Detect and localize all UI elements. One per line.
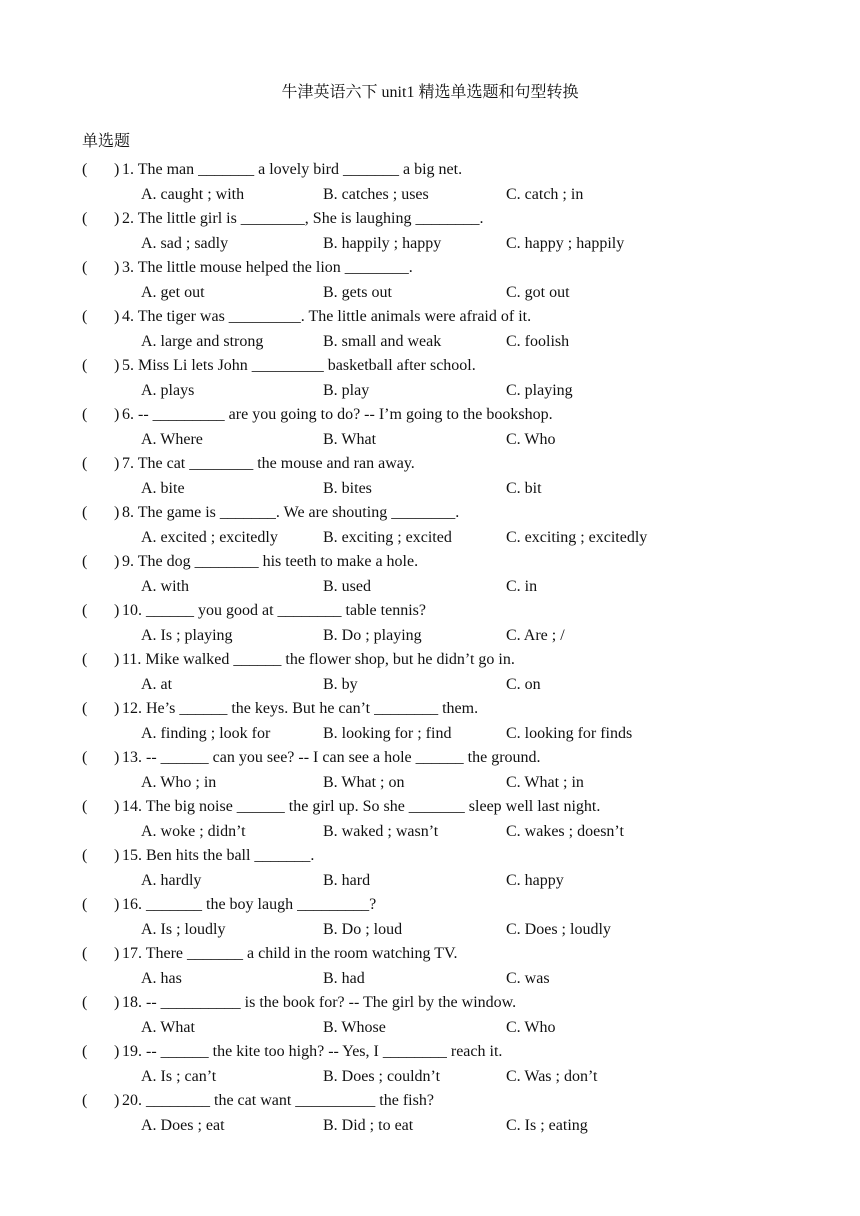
answer-paren-open: ( <box>82 651 88 668</box>
options-row <box>82 379 822 404</box>
question-stem: 14. The big noise ______ the girl up. So she _______ sleep well last night. <box>122 798 601 815</box>
option-c: C. was <box>506 969 550 987</box>
option-b: B. What <box>323 430 377 448</box>
option-b: B. catches ; uses <box>323 185 429 203</box>
question-stem: 13. -- ______ can you see? -- I can see a hole ______ the ground. <box>122 749 541 766</box>
option-a: A. get out <box>141 283 205 301</box>
answer-paren-open: ( <box>82 994 88 1011</box>
answer-paren-open: ( <box>82 896 88 913</box>
option-a: A. What <box>141 1018 195 1036</box>
answer-paren-open: ( <box>82 259 88 276</box>
option-b: B. play <box>323 381 370 399</box>
answer-paren-close: ) <box>114 1092 120 1109</box>
option-c: C. Is ; eating <box>506 1116 588 1134</box>
answer-paren-close: ) <box>114 259 120 276</box>
option-a: A. plays <box>141 381 195 399</box>
answer-paren-open: ( <box>82 308 88 325</box>
answer-paren-open: ( <box>82 847 88 864</box>
option-c: C. got out <box>506 283 570 301</box>
section-heading: 单选题 <box>82 133 131 150</box>
option-b: B. had <box>323 969 365 987</box>
answer-paren-close: ) <box>114 455 120 472</box>
option-c: C. exciting ; excitedly <box>506 528 648 546</box>
options-row <box>82 183 822 208</box>
question-stem: 8. The game is _______. We are shouting ________. <box>122 504 460 521</box>
answer-paren-open: ( <box>82 455 88 472</box>
option-c: C. happy ; happily <box>506 234 625 252</box>
answer-paren-open: ( <box>82 749 88 766</box>
answer-paren-open: ( <box>82 1092 88 1109</box>
options-row <box>82 477 822 502</box>
answer-paren-close: ) <box>114 847 120 864</box>
question-stem: 4. The tiger was _________. The little animals were afraid of it. <box>122 308 532 325</box>
option-b: B. Do ; loud <box>323 920 403 938</box>
option-a: A. sad ; sadly <box>141 234 229 252</box>
option-c: C. wakes ; doesn’t <box>506 822 624 840</box>
question-item <box>82 403 822 452</box>
option-b: B. Did ; to eat <box>323 1116 414 1134</box>
answer-paren-open: ( <box>82 602 88 619</box>
question-line <box>82 158 822 183</box>
question-item <box>82 1040 822 1089</box>
options-row <box>82 624 822 649</box>
option-a: A. has <box>141 969 182 987</box>
question-line <box>82 942 822 967</box>
answer-paren-open: ( <box>82 406 88 423</box>
answer-paren-open: ( <box>82 700 88 717</box>
answer-paren-close: ) <box>114 553 120 570</box>
options-row <box>82 918 822 943</box>
question-stem: 3. The little mouse helped the lion ________. <box>122 259 413 276</box>
option-b: B. small and weak <box>323 332 442 350</box>
options-row <box>82 673 822 698</box>
answer-paren-close: ) <box>114 945 120 962</box>
question-item <box>82 795 822 844</box>
option-a: A. finding ; look for <box>141 724 271 742</box>
option-a: A. Does ; eat <box>141 1116 225 1134</box>
question-item <box>82 207 822 256</box>
question-stem: 6. -- _________ are you going to do? -- I’m going to the bookshop. <box>122 406 553 423</box>
option-b: B. happily ; happy <box>323 234 442 252</box>
question-line <box>82 648 822 673</box>
option-b: B. hard <box>323 871 371 889</box>
answer-paren-open: ( <box>82 504 88 521</box>
option-b: B. used <box>323 577 371 595</box>
question-stem: 10. ______ you good at ________ table tennis? <box>122 602 426 619</box>
question-item <box>82 746 822 795</box>
answer-paren-close: ) <box>114 161 120 178</box>
question-item <box>82 844 822 893</box>
answer-paren-close: ) <box>114 749 120 766</box>
option-b: B. looking for ; find <box>323 724 452 742</box>
question-stem: 19. -- ______ the kite too high? -- Yes, I ________ reach it. <box>122 1043 503 1060</box>
options-row <box>82 526 822 551</box>
answer-paren-open: ( <box>82 1043 88 1060</box>
options-row <box>82 820 822 845</box>
question-item <box>82 942 822 991</box>
question-line <box>82 501 822 526</box>
question-stem: 1. The man _______ a lovely bird _______ a big net. <box>122 161 463 178</box>
answer-paren-close: ) <box>114 210 120 227</box>
options-row <box>82 1114 822 1139</box>
option-a: A. Is ; can’t <box>141 1067 217 1085</box>
question-item <box>82 893 822 942</box>
option-a: A. bite <box>141 479 185 497</box>
answer-paren-close: ) <box>114 798 120 815</box>
option-a: A. caught ; with <box>141 185 245 203</box>
option-c: C. Are ; / <box>506 626 565 644</box>
answer-paren-open: ( <box>82 357 88 374</box>
question-stem: 11. Mike walked ______ the flower shop, but he didn’t go in. <box>122 651 515 668</box>
option-a: A. Is ; playing <box>141 626 233 644</box>
question-item <box>82 305 822 354</box>
question-item <box>82 550 822 599</box>
question-item <box>82 158 822 207</box>
option-a: A. woke ; didn’t <box>141 822 246 840</box>
options-row <box>82 575 822 600</box>
question-line <box>82 697 822 722</box>
answer-paren-open: ( <box>82 553 88 570</box>
answer-paren-close: ) <box>114 651 120 668</box>
answer-paren-close: ) <box>114 504 120 521</box>
option-c: C. bit <box>506 479 542 497</box>
option-b: B. Do ; playing <box>323 626 422 644</box>
options-row <box>82 281 822 306</box>
answer-paren-close: ) <box>114 308 120 325</box>
question-line <box>82 1089 822 1114</box>
option-a: A. with <box>141 577 189 595</box>
question-item <box>82 599 822 648</box>
question-stem: 17. There _______ a child in the room watching TV. <box>122 945 458 962</box>
option-a: A. excited ; excitedly <box>141 528 278 546</box>
options-row <box>82 330 822 355</box>
answer-paren-close: ) <box>114 357 120 374</box>
option-c: C. Does ; loudly <box>506 920 611 938</box>
option-c: C. on <box>506 675 541 693</box>
answer-paren-open: ( <box>82 945 88 962</box>
options-row <box>82 967 822 992</box>
option-c: C. catch ; in <box>506 185 584 203</box>
answer-paren-open: ( <box>82 210 88 227</box>
question-line <box>82 1040 822 1065</box>
question-line <box>82 844 822 869</box>
options-row <box>82 428 822 453</box>
option-c: C. What ; in <box>506 773 584 791</box>
question-item <box>82 501 822 550</box>
option-b: B. exciting ; excited <box>323 528 452 546</box>
option-c: C. playing <box>506 381 573 399</box>
question-item <box>82 256 822 305</box>
question-line <box>82 991 822 1016</box>
question-stem: 5. Miss Li lets John _________ basketball after school. <box>122 357 476 374</box>
answer-paren-close: ) <box>114 406 120 423</box>
page-title: 牛津英语六下 unit1 精选单选题和句型转换 <box>281 84 579 101</box>
question-line <box>82 403 822 428</box>
option-c: C. Who <box>506 1018 556 1036</box>
option-c: C. foolish <box>506 332 570 350</box>
question-stem: 9. The dog ________ his teeth to make a hole. <box>122 553 419 570</box>
question-line <box>82 354 822 379</box>
question-item <box>82 452 822 501</box>
question-item <box>82 1089 822 1138</box>
option-a: A. Is ; loudly <box>141 920 226 938</box>
option-c: C. Who <box>506 430 556 448</box>
answer-paren-close: ) <box>114 602 120 619</box>
option-c: C. Was ; don’t <box>506 1067 598 1085</box>
question-stem: 16. _______ the boy laugh _________? <box>122 896 377 913</box>
answer-paren-close: ) <box>114 700 120 717</box>
question-line <box>82 550 822 575</box>
option-b: B. bites <box>323 479 372 497</box>
question-line <box>82 795 822 820</box>
options-row <box>82 771 822 796</box>
question-item <box>82 991 822 1040</box>
question-line <box>82 893 822 918</box>
options-row <box>82 1016 822 1041</box>
question-stem: 15. Ben hits the ball _______. <box>122 847 315 864</box>
question-list <box>82 158 822 1138</box>
question-stem: 20. ________ the cat want __________ the fish? <box>122 1092 434 1109</box>
answer-paren-open: ( <box>82 161 88 178</box>
question-line <box>82 599 822 624</box>
option-b: B. by <box>323 675 358 693</box>
option-b: B. waked ; wasn’t <box>323 822 439 840</box>
question-item <box>82 697 822 746</box>
option-a: A. at <box>141 675 173 693</box>
option-b: B. Does ; couldn’t <box>323 1067 441 1085</box>
option-c: C. in <box>506 577 538 595</box>
question-stem: 7. The cat ________ the mouse and ran away. <box>122 455 415 472</box>
option-b: B. What ; on <box>323 773 405 791</box>
options-row <box>82 869 822 894</box>
answer-paren-close: ) <box>114 896 120 913</box>
answer-paren-close: ) <box>114 1043 120 1060</box>
question-line <box>82 256 822 281</box>
question-stem: 2. The little girl is ________, She is laughing ________. <box>122 210 484 227</box>
option-a: A. Who ; in <box>141 773 217 791</box>
question-stem: 12. He’s ______ the keys. But he can’t ________ them. <box>122 700 479 717</box>
option-b: B. gets out <box>323 283 392 301</box>
option-a: A. Where <box>141 430 203 448</box>
option-c: C. happy <box>506 871 564 889</box>
option-a: A. hardly <box>141 871 202 889</box>
options-row <box>82 722 822 747</box>
options-row <box>82 232 822 257</box>
question-line <box>82 746 822 771</box>
options-row <box>82 1065 822 1090</box>
question-item <box>82 648 822 697</box>
answer-paren-open: ( <box>82 798 88 815</box>
option-b: B. Whose <box>323 1018 386 1036</box>
option-a: A. large and strong <box>141 332 264 350</box>
option-c: C. looking for finds <box>506 724 633 742</box>
question-line <box>82 305 822 330</box>
question-stem: 18. -- __________ is the book for? -- The girl by the window. <box>122 994 517 1011</box>
question-item <box>82 354 822 403</box>
question-line <box>82 452 822 477</box>
answer-paren-close: ) <box>114 994 120 1011</box>
question-line <box>82 207 822 232</box>
